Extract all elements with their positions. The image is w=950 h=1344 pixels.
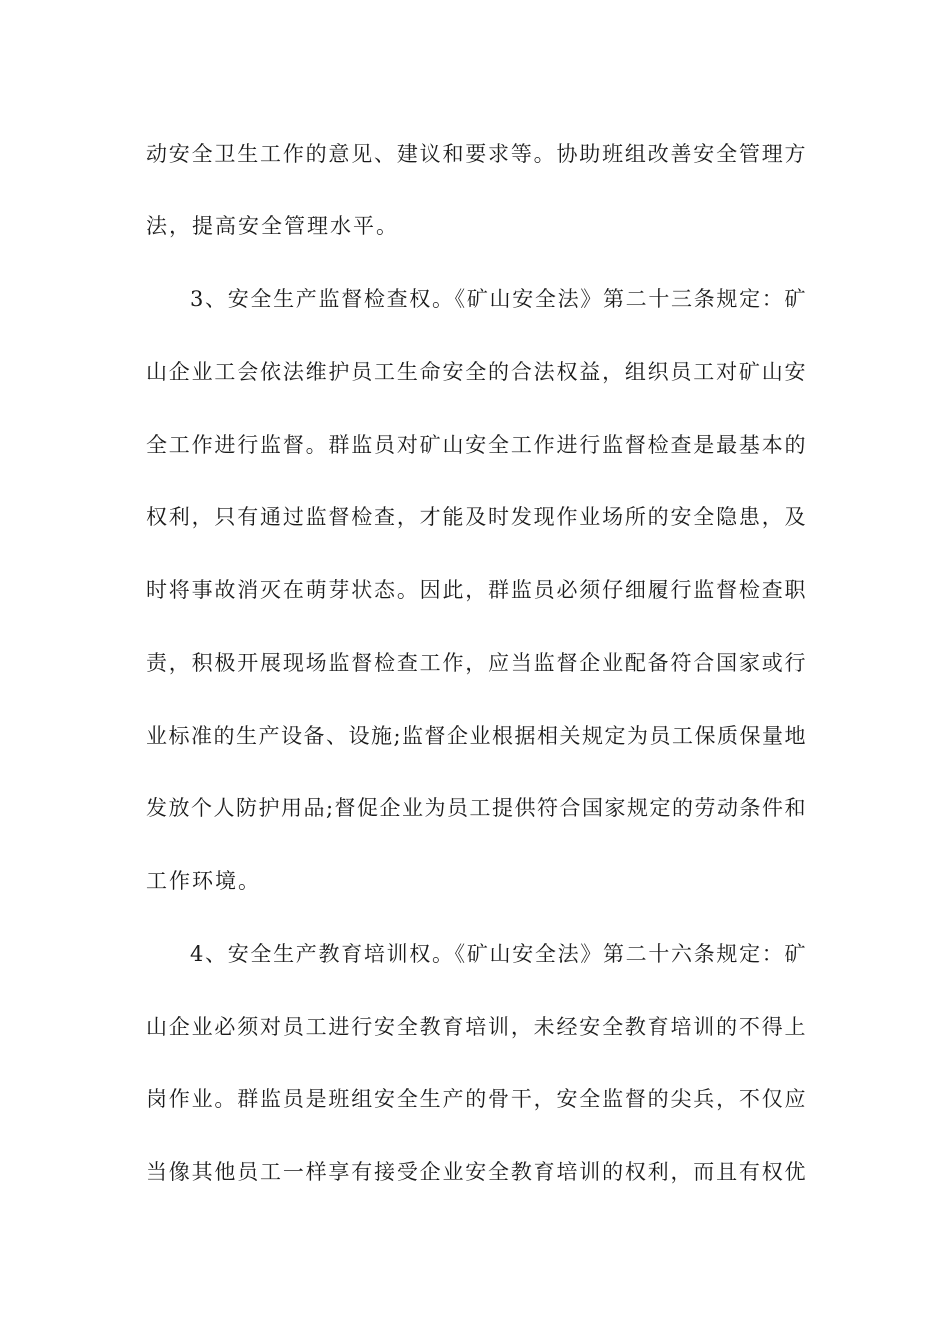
paragraph-line: 法，提高安全管理水平。	[146, 214, 399, 238]
paragraph-line: 责，积极开展现场监督检查工作，应当监督企业配备符合国家或行	[146, 651, 806, 675]
paragraph-line: 3、安全生产监督检查权。《矿山安全法》第二十三条规定：矿	[190, 287, 806, 311]
paragraph-line: 发放个人防护用品;督促企业为员工提供符合国家规定的劳动条件和	[146, 796, 806, 820]
paragraph-line: 动安全卫生工作的意见、建议和要求等。协助班组改善安全管理方	[146, 142, 806, 166]
paragraph-line: 山企业必须对员工进行安全教育培训，未经安全教育培训的不得上	[146, 1015, 806, 1039]
paragraph-line: 工作环境。	[146, 869, 261, 893]
paragraph-line: 全工作进行监督。群监员对矿山安全工作进行监督检查是最基本的	[146, 433, 806, 457]
paragraph-line: 当像其他员工一样享有接受企业安全教育培训的权利，而且有权优	[146, 1160, 806, 1184]
paragraph-line: 时将事故消灭在萌芽状态。因此，群监员必须仔细履行监督检查职	[146, 578, 806, 602]
paragraph-line: 4、安全生产教育培训权。《矿山安全法》第二十六条规定：矿	[190, 942, 806, 966]
paragraph-line: 山企业工会依法维护员工生命安全的合法权益，组织员工对矿山安	[146, 360, 806, 384]
paragraph-line: 业标准的生产设备、设施;监督企业根据相关规定为员工保质保量地	[146, 724, 806, 748]
paragraph-line: 岗作业。群监员是班组安全生产的骨干，安全监督的尖兵，不仅应	[146, 1087, 806, 1111]
paragraph-line: 权利，只有通过监督检查，才能及时发现作业场所的安全隐患，及	[146, 505, 806, 529]
